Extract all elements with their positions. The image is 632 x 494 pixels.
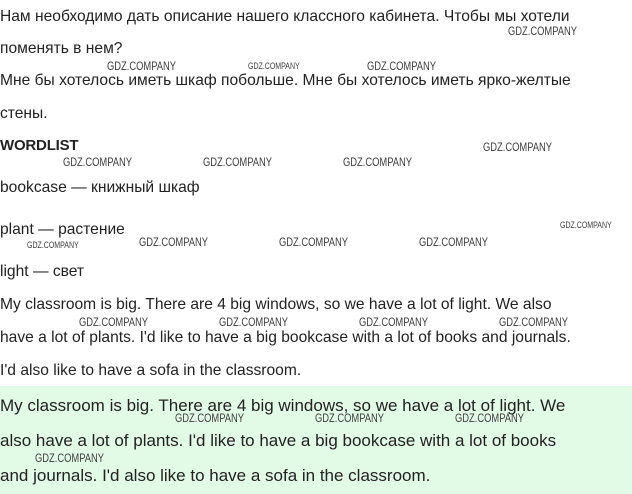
question-line-1: Нам необходимо дать описание нашего классного кабинета. Чтобы мы хотели xyxy=(0,8,570,25)
description-line-2: have a lot of plants. I'd like to have a big bookcase with a lot of books and journals. xyxy=(0,329,571,346)
wish-line-1: Мне бы хотелось иметь шкаф побольше. Мне бы хотелось иметь ярко-желтые xyxy=(0,72,571,89)
watermark: GDZ.COMPANY xyxy=(343,155,412,169)
watermark: GDZ.COMPANY xyxy=(175,411,244,425)
watermark: GDZ.COMPANY xyxy=(455,411,524,425)
watermark: GDZ.COMPANY xyxy=(315,411,384,425)
watermark: GDZ.COMPANY xyxy=(359,315,428,329)
wordlist-item: plant — растение xyxy=(0,221,125,238)
description-line-1: My classroom is big. There are 4 big windows, so we have a lot of light. We also xyxy=(0,296,552,313)
watermark: GDZ.COMPANY xyxy=(248,61,300,71)
answer-line-1: My classroom is big. There are 4 big windows, so we have a lot of light. We xyxy=(0,396,566,415)
watermark: GDZ.COMPANY xyxy=(203,155,272,169)
description-line-3: I'd also like to have a sofa in the classroom. xyxy=(0,362,302,379)
watermark: GDZ.COMPANY xyxy=(107,59,176,73)
answer-line-3: and journals. I'd also like to have a sofa in the classroom. xyxy=(0,466,431,485)
watermark: GDZ.COMPANY xyxy=(79,315,148,329)
wordlist-item: bookcase — книжный шкаф xyxy=(0,179,200,196)
watermark: GDZ.COMPANY xyxy=(499,315,568,329)
wish-line-2: стены. xyxy=(0,105,48,122)
watermark: GDZ.COMPANY xyxy=(560,220,612,230)
watermark: GDZ.COMPANY xyxy=(508,24,577,38)
answer-line-2: also have a lot of plants. I'd like to have a big bookcase with a lot of books xyxy=(0,431,557,450)
watermark: GDZ.COMPANY xyxy=(279,235,348,249)
wordlist-item: light — свет xyxy=(0,263,85,280)
watermark: GDZ.COMPANY xyxy=(27,240,79,250)
watermark: GDZ.COMPANY xyxy=(139,235,208,249)
watermark: GDZ.COMPANY xyxy=(35,451,104,465)
wordlist-heading: WORDLIST xyxy=(0,137,79,154)
watermark: GDZ.COMPANY xyxy=(63,155,132,169)
watermark: GDZ.COMPANY xyxy=(219,315,288,329)
watermark: GDZ.COMPANY xyxy=(367,59,436,73)
question-line-2: поменять в нем? xyxy=(0,40,123,57)
watermark: GDZ.COMPANY xyxy=(419,235,488,249)
watermark: GDZ.COMPANY xyxy=(483,140,552,154)
